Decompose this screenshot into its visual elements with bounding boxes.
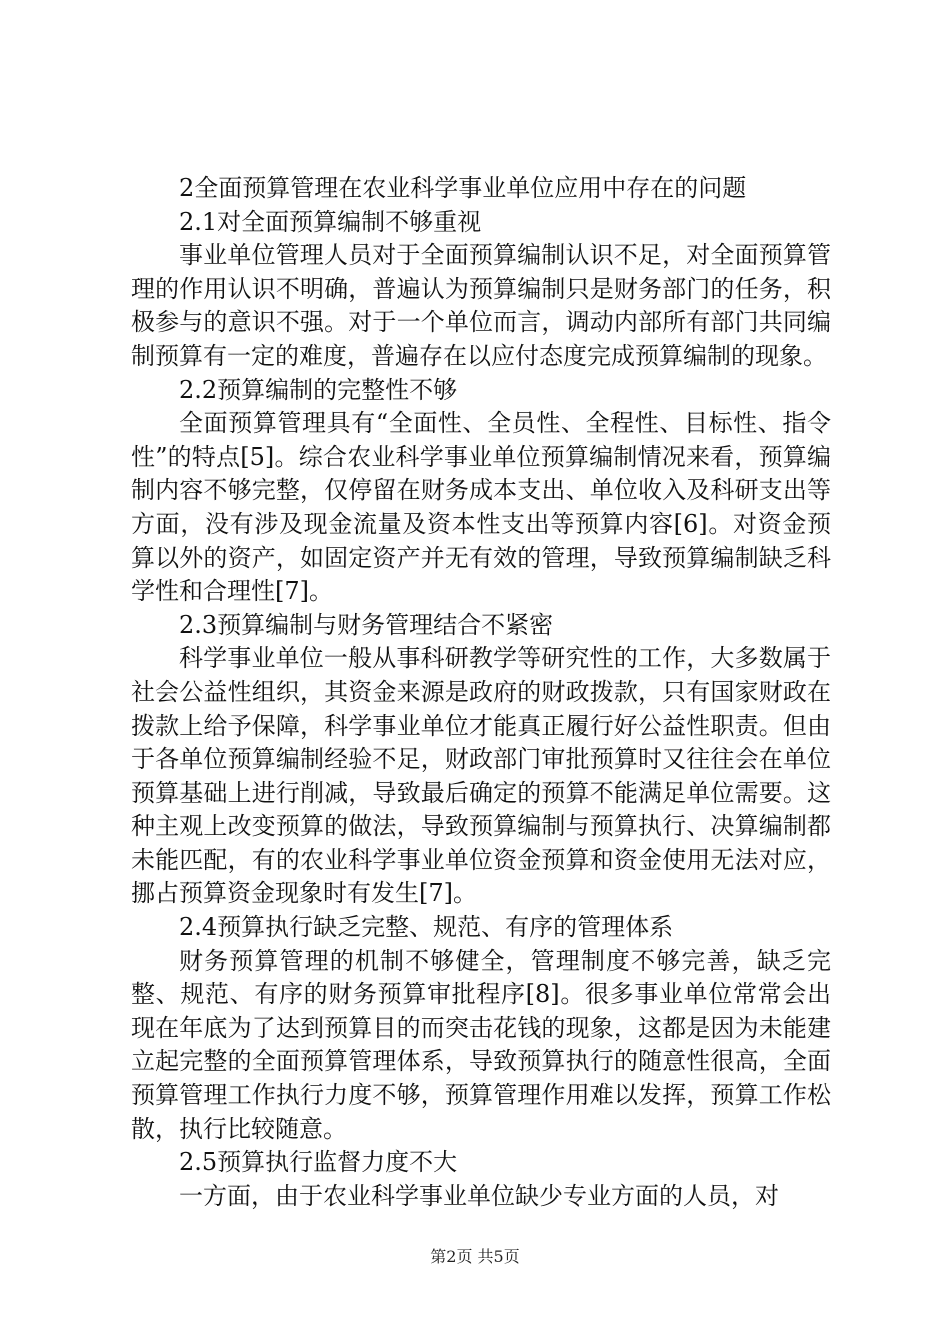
subsection-heading: 2.5预算执行监督力度不大 xyxy=(179,1148,458,1177)
body-paragraph: 财务预算管理的机制不够健全，管理制度不够完善，缺乏完整、规范、有序的财务预算审批程序[8]。很多事业单位常常会出现在年底为了达到预算目的而突击花钱的现象，这都是因为未能建立起完整的全面预算管理体系，导致预算执行的随意性很高，全面预算管理工作执行力度不够，预算管理作用难以发挥，预算工作松散，执行比较随意。 xyxy=(131,946,831,1143)
subsection-heading: 2.3预算编制与财务管理结合不紧密 xyxy=(179,610,554,639)
section-heading: 2全面预算管理在农业科学事业单位应用中存在的问题 xyxy=(179,174,747,202)
subsection-heading: 2.2预算编制的完整性不够 xyxy=(179,375,458,404)
document-body xyxy=(131,172,831,1213)
body-paragraph: 科学事业单位一般从事科研教学等研究性的工作，大多数属于社会公益性组织，其资金来源是政府的财政拨款，只有国家财政在拨款上给予保障，科学事业单位才能真正履行好公益性职责。但由于各单位预算编制经验不足，财政部门审批预算时又往往会在单位预算基础上进行削减，导致最后确定的预算不能满足单位需要。这种主观上改变预算的做法，导致预算编制与预算执行、决算编制都未能匹配，有的农业科学事业单位资金预算和资金使用无法对应，挪占预算资金现象时有发生[7]。 xyxy=(131,644,831,908)
subsection-heading: 2.1对全面预算编制不够重视 xyxy=(179,207,482,236)
body-paragraph: 一方面，由于农业科学事业单位缺少专业方面的人员，对 xyxy=(179,1181,779,1210)
page-footer: 第2页 共5页 xyxy=(430,1247,520,1266)
body-paragraph: 全面预算管理具有“全面性、全员性、全程性、目标性、指令性”的特点[5]。综合农业科学事业单位预算编制情况来看，预算编制内容不够完整，仅停留在财务成本支出、单位收入及科研支出等方面，没有涉及现金流量及资本性支出等预算内容[6]。对资金预算以外的资产，如固定资产并无有效的管理，导致预算编制缺乏科学性和合理性[7]。 xyxy=(131,409,831,606)
subsection-heading: 2.4预算执行缺乏完整、规范、有序的管理体系 xyxy=(179,913,674,942)
body-paragraph: 事业单位管理人员对于全面预算编制认识不足，对全面预算管理的作用认识不明确，普遍认为预算编制只是财务部门的任务，积极参与的意识不强。对于一个单位而言，调动内部所有部门共同编制预算有一定的难度，普遍存在以应付态度完成预算编制的现象。 xyxy=(131,241,831,370)
